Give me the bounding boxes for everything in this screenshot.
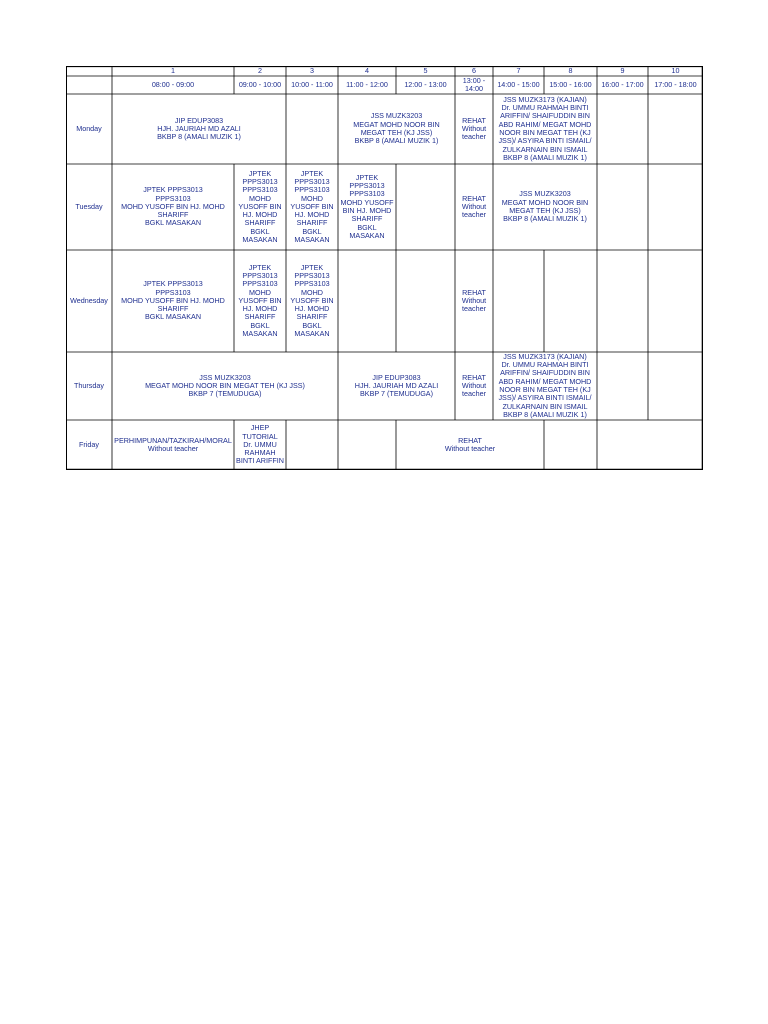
slot-monday-rehat: REHAT Without teacher [461,115,487,142]
slot-friday-jhep-tutorial: JHEP TUTORIAL Dr. UMMU RAHMAH BINTI ARIFFIN [236,423,284,466]
header-period-1: 1 [171,66,175,75]
header-time-1: 08:00 - 09:00 [151,79,195,89]
slot-thursday-jss-muzk3173: JSS MUZK3173 (KAJIAN) Dr. UMMU RAHMAH BINTI ARIFFIN/ SHAIFUDDIN BIN ABD RAHIM/ MEGAT MOHD NOOR BIN MEGAT TEH (KJ JSS)/ ASYIRA BINTI ISMAIL/ ZULKARNAIN BIN ISMAIL BKBP 8 (AMALI MUZIK 1) [498,352,592,419]
header-time-10: 17:00 - 18:00 [654,79,697,89]
slot-wednesday-rehat: REHAT Without teacher [461,287,487,314]
header-period-8: 8 [568,66,573,75]
day-label-monday: Monday [76,123,102,133]
slot-wednesday-jptek-1: JPTEK PPPS3013 PPPS3103 MOHD YUSOFF BIN HJ. MOHD SHARIFF BGKL MASAKAN [121,279,225,322]
slot-tuesday-jptek-2: JPTEK PPPS3013 PPPS3103 MOHD YUSOFF BIN HJ. MOHD SHARIFF BGKL MASAKAN [238,168,282,245]
header-period-6: 6 [472,66,476,75]
slot-friday-perhimpunan: PERHIMPUNAN/TAZKIRAH/MORAL Without teacher [114,435,232,453]
slot-monday-jss-muzk3173: JSS MUZK3173 (KAJIAN) Dr. UMMU RAHMAH BINTI ARIFFIN/ SHAIFUDDIN BIN ABD RAHIM/ MEGAT MOHD NOOR BIN MEGAT TEH (KJ JSS)/ ASYIRA BINTI ISMAIL/ ZULKARNAIN BIN ISMAIL BKBP 8 (AMALI MUZIK 1) [498,94,592,162]
slot-thursday-jip-edup3083: JIP EDUP3083 HJH. JAURIAH MD AZALI BKBP 7 (TEMUDUGA) [354,372,439,399]
timetable [66,66,703,470]
slot-thursday-rehat: REHAT Without teacher [461,372,487,399]
slot-wednesday-jptek-2: JPTEK PPPS3013 PPPS3103 MOHD YUSOFF BIN HJ. MOHD SHARIFF BGKL MASAKAN [238,262,282,339]
slot-monday-jss-muzk3203: JSS MUZK3203 MEGAT MOHD NOOR BIN MEGAT TEH (KJ JSS) BKBP 8 (AMALI MUZIK 1) [353,111,440,146]
slot-tuesday-jptek-1: JPTEK PPPS3013 PPPS3103 MOHD YUSOFF BIN HJ. MOHD SHARIFF BGKL MASAKAN [121,185,225,228]
slot-thursday-jss-muzk3203: JSS MUZK3203 MEGAT MOHD NOOR BIN MEGAT TEH (KJ JSS) BKBP 7 (TEMUDUGA) [145,372,305,399]
header-period-9: 9 [620,66,625,75]
slot-tuesday-rehat: REHAT Without teacher [461,193,487,220]
day-label-thursday: Thursday [74,380,104,390]
day-label-wednesday: Wednesday [70,295,108,305]
slot-wednesday-jptek-3: JPTEK PPPS3013 PPPS3103 MOHD YUSOFF BIN HJ. MOHD SHARIFF BGKL MASAKAN [290,262,334,339]
slot-monday-jip-edup3083: JIP EDUP3083 HJH. JAURIAH MD AZALI BKBP 8 (AMALI MUZIK 1) [157,115,241,142]
header-period-3: 3 [310,66,314,75]
header-time-9: 16:00 - 17:00 [601,79,644,89]
header-time-4: 11:00 - 12:00 [346,79,388,89]
day-label-friday: Friday [79,439,99,449]
header-period-10: 10 [671,66,680,75]
header-period-5: 5 [423,66,428,75]
slot-tuesday-jss-muzk3203: JSS MUZK3203 MEGAT MOHD NOOR BIN MEGAT TEH (KJ JSS) BKBP 8 (AMALI MUZIK 1) [501,189,589,224]
slot-tuesday-jptek-4: JPTEK PPPS3013 PPPS3103 MOHD YUSOFF BIN HJ. MOHD SHARIFF BGKL MASAKAN [340,172,394,240]
header-time-8: 15:00 - 16:00 [549,79,592,89]
day-label-tuesday: Tuesday [75,201,103,211]
header-period-2: 2 [258,66,262,75]
header-period-7: 7 [516,66,521,75]
slot-tuesday-jptek-3: JPTEK PPPS3013 PPPS3103 MOHD YUSOFF BIN HJ. MOHD SHARIFF BGKL MASAKAN [290,168,334,245]
slot-friday-rehat: REHAT Without teacher [444,435,496,453]
header-period-4: 4 [365,66,369,75]
header-time-6: 13:00 - 14:00 [462,76,486,93]
header-time-7: 14:00 - 15:00 [497,79,540,89]
header-time-3: 10:00 - 11:00 [291,79,333,89]
header-time-5: 12:00 - 13:00 [404,79,447,89]
header-time-2: 09:00 - 10:00 [238,79,282,89]
